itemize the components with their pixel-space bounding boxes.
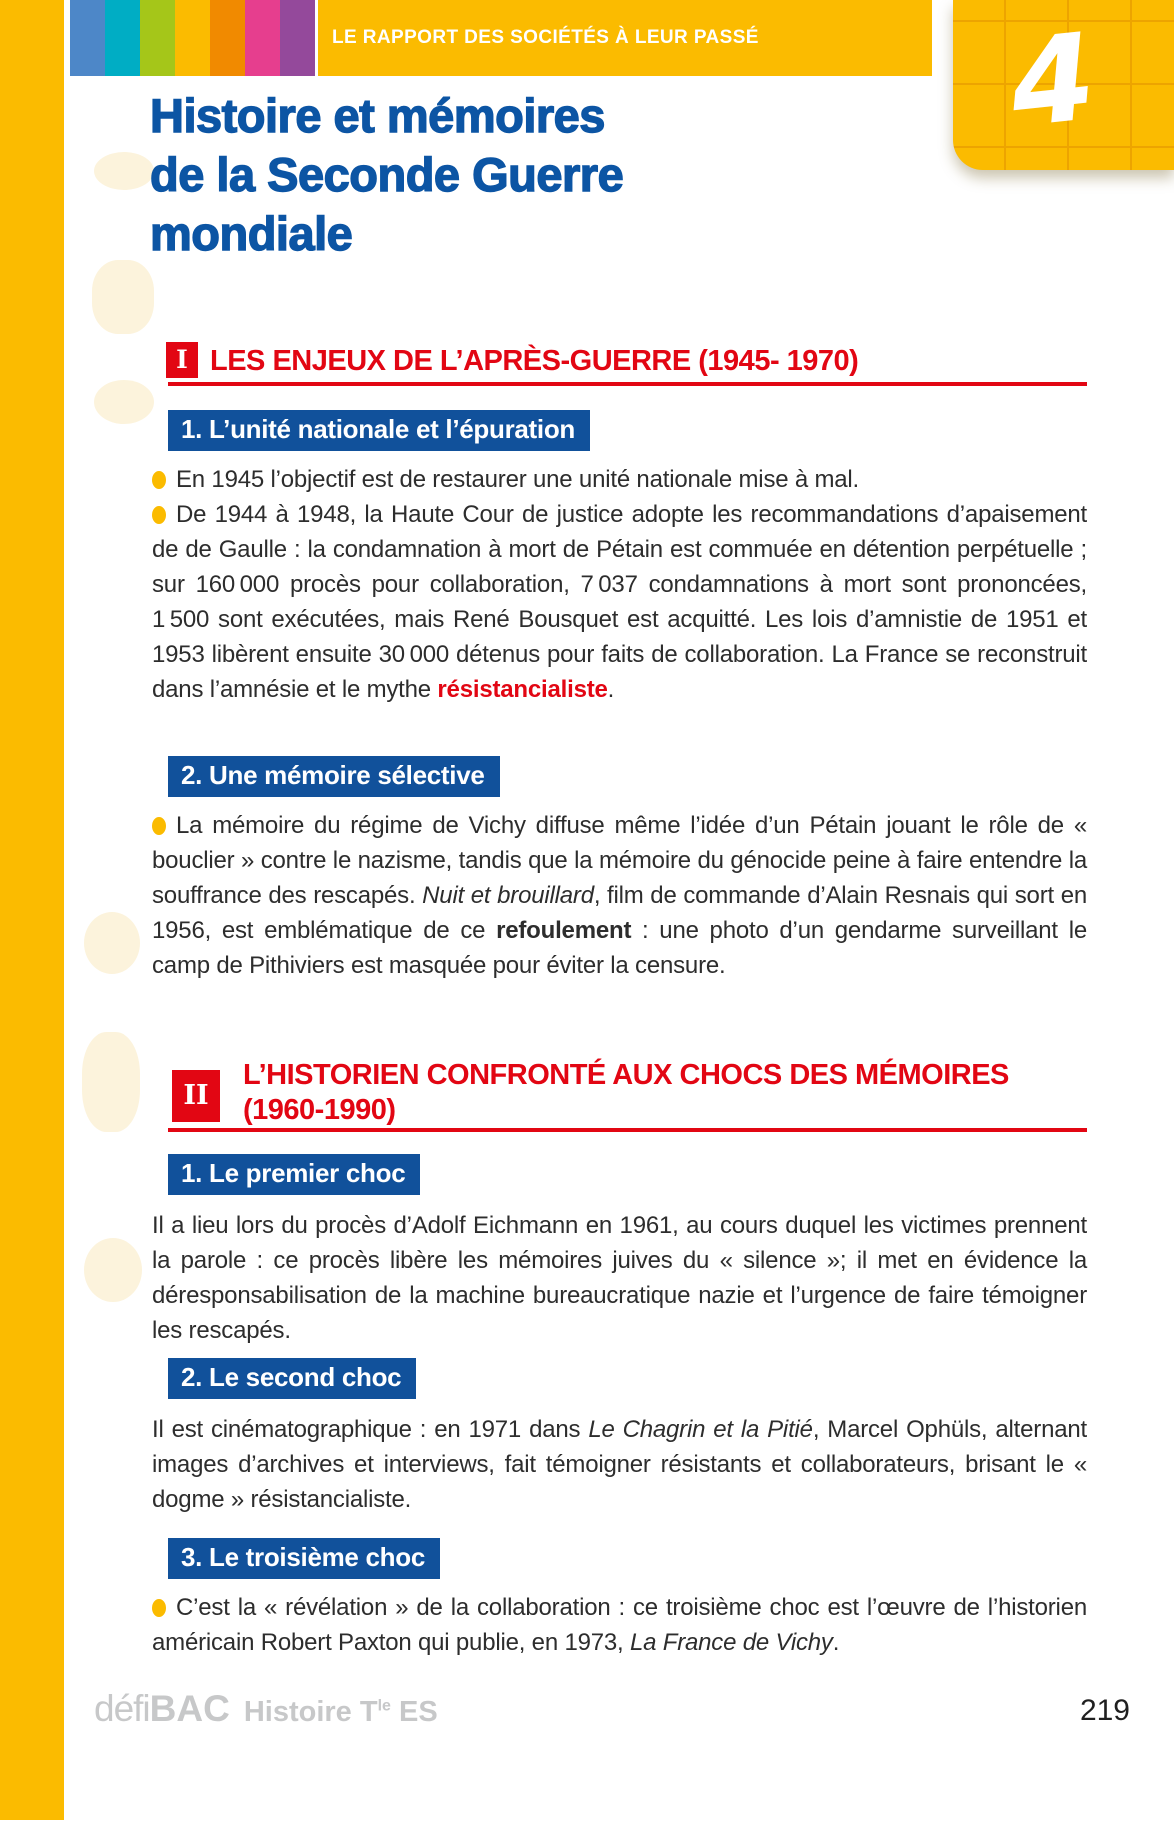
footer-subject: Histoire $T^{le}$ ES bbox=[243, 1696, 438, 1728]
paragraph-second-choc bbox=[152, 1412, 1087, 1517]
color-stripes bbox=[70, 0, 315, 76]
stripe-teal bbox=[105, 0, 140, 76]
section-2-numeral: II bbox=[172, 1070, 220, 1122]
decorative-blob bbox=[94, 152, 154, 190]
brand-defi: défi bbox=[94, 1688, 150, 1729]
paragraph: Il a lieu lors du procès d’Adolf Eichmann en 1961, au cours duquel les victimes prennent la parole : ce procès libère les mémoires juives du « silence »; il met en évidence la déresponsabilisation de la machine bureaucratique nazie et l’urgence de faire témoigner les rescapés. bbox=[152, 1212, 1087, 1344]
brand-bac: BAC bbox=[149, 1688, 230, 1729]
page-title-line-1: Histoire et mémoires bbox=[150, 89, 605, 142]
paragraph-group-unite-nationale bbox=[152, 462, 1087, 707]
bullet-icon bbox=[152, 471, 166, 489]
page-title-line-3: mondiale bbox=[150, 207, 353, 260]
section-1-rule bbox=[168, 382, 1087, 386]
section-2-heading-line-1: L’HISTORIEN CONFRONTÉ AUX CHOCS DES MÉMOIRES bbox=[243, 1059, 1009, 1091]
left-margin-bar bbox=[0, 0, 64, 1820]
bullet-icon bbox=[152, 506, 166, 524]
section-2-heading-line-2: (1960-1990) bbox=[243, 1094, 396, 1126]
stripe-pink bbox=[245, 0, 280, 76]
chapter-number-box bbox=[953, 0, 1174, 170]
bullet-icon bbox=[152, 1599, 166, 1617]
subsection-header-troisieme-choc: 3. Le troisième choc bbox=[168, 1538, 440, 1579]
decorative-blob bbox=[84, 1238, 142, 1302]
page-number: 219 bbox=[1079, 1694, 1130, 1727]
subsection-header-memoire-selective: 2. Une mémoire sélective bbox=[168, 756, 500, 797]
section-1-heading: LES ENJEUX DE L’APRÈS-GUERRE (1945- 1970) bbox=[210, 345, 859, 377]
subsection-header-premier-choc: 1. Le premier choc bbox=[168, 1154, 420, 1195]
paragraph: C’est la « révélation » de la collaboration : ce troisième choc est l’œuvre de l’historien américain Robert Paxton qui publie, en 1973, La France de Vichy. bbox=[152, 1594, 1087, 1656]
stripe-green bbox=[140, 0, 175, 76]
paragraph: En 1945 l’objectif est de restaurer une unité nationale mise à mal. bbox=[152, 462, 1087, 497]
decorative-blob bbox=[92, 260, 154, 334]
page-title bbox=[150, 86, 623, 263]
decorative-blob bbox=[82, 1032, 140, 1132]
paragraph-memoire-selective bbox=[152, 808, 1087, 983]
bullet-icon bbox=[152, 817, 166, 835]
paragraph-troisieme-choc bbox=[152, 1590, 1087, 1660]
section-2-heading bbox=[243, 1058, 1103, 1128]
page-title-line-2: de la Seconde Guerre bbox=[150, 148, 624, 201]
paragraph-premier-choc bbox=[152, 1208, 1087, 1348]
section-2-rule bbox=[168, 1128, 1087, 1132]
stripe-blue bbox=[70, 0, 105, 76]
paragraph: De 1944 à 1948, la Haute Cour de justice adopte les recommandations d’apaisement de de Gaulle : la condamnation à mort de Pétain est commuée en détention perpétuelle ; sur 160 000 procès pour collaboration, 7 037 condamnations à mort sont prononcées, 1 500 sont exécutées, mais René Bousquet est acquitté. Les lois d’amnistie de 1951 et 1953 libèrent ensuite 30 000 détenus pour faits de collaboration. La France se reconstruit dans l’amnésie et le mythe résistancialiste. bbox=[152, 501, 1087, 703]
chapter-theme-banner bbox=[318, 0, 932, 76]
stripe-orange bbox=[210, 0, 245, 76]
subsection-header-second-choc: 2. Le second choc bbox=[168, 1358, 416, 1399]
subsection-header-unite-nationale: 1. L’unité nationale et l’épuration bbox=[168, 410, 590, 451]
banner-kicker: LE RAPPORT DES SOCIÉTÉS À LEUR PASSÉ bbox=[332, 27, 759, 48]
paragraph: La mémoire du régime de Vichy diffuse même l’idée d’un Pétain jouant le rôle de « bouclier » contre le nazisme, tandis que la mémoire du génocide peine à faire entendre la souffrance des rescapés. Nuit et brouillard, film de commande d’Alain Resnais qui sort en 1956, est emblématique de ce refoulement : une photo d’un gendarme surveillant le camp de Pithiviers est masquée pour éviter la censure. bbox=[152, 812, 1087, 979]
chapter-number: 4 bbox=[1003, 8, 1102, 155]
stripe-purple bbox=[280, 0, 315, 76]
defibac-logo bbox=[94, 1688, 438, 1730]
decorative-blob bbox=[94, 380, 154, 424]
paragraph: Il est cinématographique : en 1971 dans Le Chagrin et la Pitié, Marcel Ophüls, alternant images d’archives et interviews, fait témoigner résistants et collaborateurs, brisant le « dogme » résistancialiste. bbox=[152, 1416, 1087, 1513]
stripe-yellow bbox=[175, 0, 210, 76]
decorative-blob bbox=[84, 912, 140, 974]
section-1-numeral: I bbox=[166, 342, 198, 378]
